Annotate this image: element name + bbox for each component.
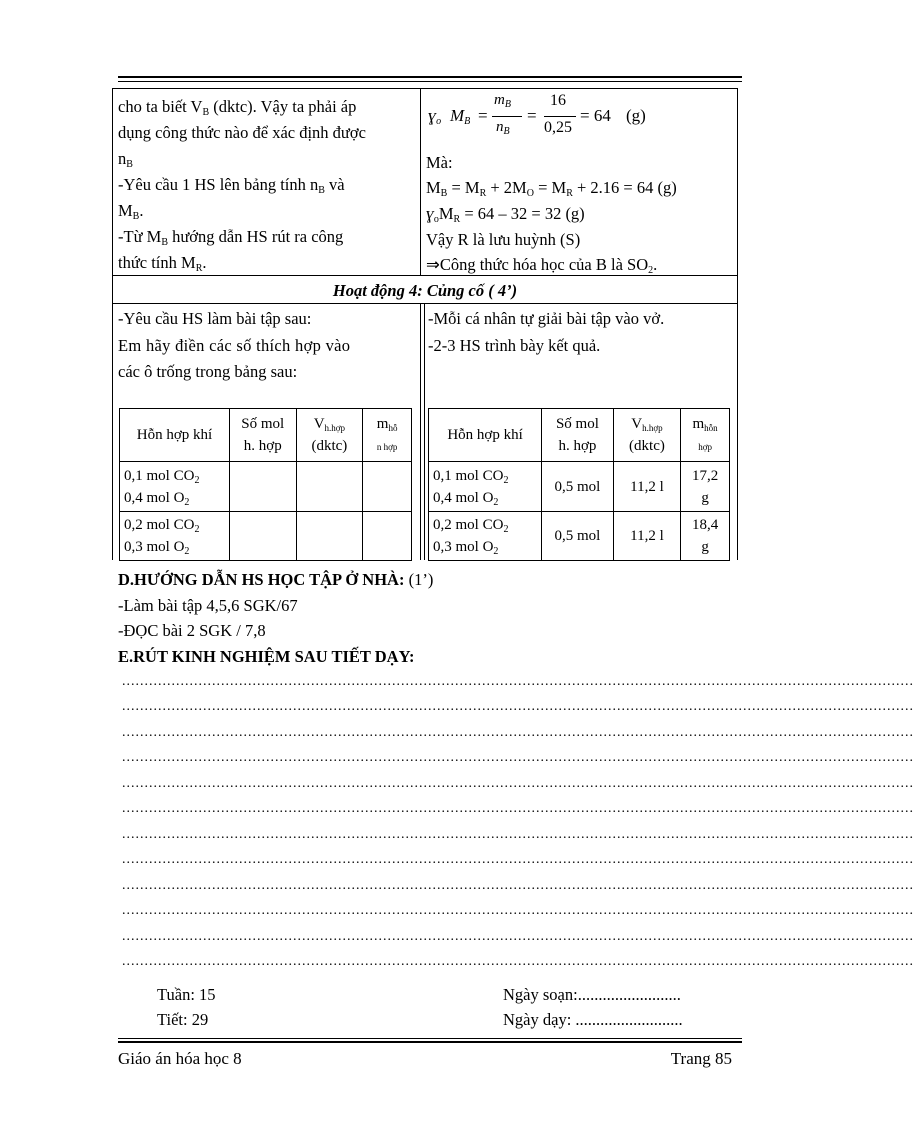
header-rule-thick — [118, 76, 742, 78]
col-header-mass: $m_{hỗn}$ hợp — [681, 409, 730, 462]
sectionD-title: D.HƯỚNG DẪN HS HỌC TẬP Ở NHÀ: (1’) — [118, 570, 434, 589]
footer-rule-thick — [118, 1041, 742, 1043]
table-left-border — [112, 88, 113, 560]
exercise-table-blank — [119, 408, 412, 561]
col-header-mixture: Hỗn hợp khí — [429, 409, 542, 462]
dotted-line[interactable]: ................................................................................................................................................................................ — [122, 929, 914, 944]
sectionD-item-1: -Làm bài tập 4,5,6 SGK/67 — [118, 596, 298, 615]
blank-cell[interactable] — [363, 462, 412, 512]
page-number: Trang 85 — [670, 1049, 732, 1068]
col-header-moles: Số mol h. hợp — [542, 409, 614, 462]
dotted-line[interactable]: ................................................................................................................................................................................ — [122, 674, 914, 689]
footer-rule-thin — [118, 1038, 742, 1039]
activity4-left-line-1: -Yêu cầu HS làm bài tập sau: — [118, 309, 312, 328]
dotted-line[interactable]: ................................................................................................................................................................................ — [122, 699, 914, 714]
blank-cell[interactable] — [230, 512, 297, 561]
cont-left-line-3: $n_B$ — [118, 149, 133, 170]
teaching-date: Ngày dạy: .......................... — [503, 1010, 683, 1029]
cont-right-line-5: ⇒Công thức hóa học của B là $SO_2$. — [426, 255, 658, 276]
col-header-volume: $V_{h.hợp}$ (dktc) — [296, 409, 363, 462]
table-row: 0,2 mol $CO_2$ 0,3 mol $O_2$ — [120, 512, 412, 561]
dotted-line[interactable]: ................................................................................................................................................................................ — [122, 750, 914, 765]
exercise-table-answers — [428, 408, 730, 561]
activity4-right-line-1: -Mỗi cá nhân tự giải bài tập vào vở. — [428, 309, 665, 328]
cont-right-line-2: $M_B = M_R + 2M_O = M_R + 2.16 = 64$ (g) — [426, 178, 677, 199]
activity4-right-line-2: -2-3 HS trình bày kết quả. — [428, 336, 601, 355]
activity4-title: Hoạt động 4: Củng cố ( 4’) — [332, 281, 518, 300]
activity4-left-line-3: các ô trống trong bảng sau: — [118, 362, 298, 381]
dotted-line[interactable]: ................................................................................................................................................................................ — [122, 878, 914, 893]
dotted-line[interactable]: ................................................................................................................................................................................ — [122, 776, 914, 791]
cont-left-line-2: dụng công thức nào để xác định được — [118, 123, 366, 142]
dotted-line[interactable]: ................................................................................................................................................................................ — [122, 725, 914, 740]
cont-left-line-1: cho ta biết $V_B$ (dktc). Vậy ta phải áp — [118, 97, 357, 118]
therefore-symbol: ɣ$_o$ — [428, 106, 442, 127]
header-rule-thin — [118, 81, 742, 82]
dotted-line[interactable]: ................................................................................................................................................................................ — [122, 954, 914, 969]
mass-formula: ɣ$_o$ $M_B$ = $m_B$ $n_B$ = 16 0,25 = 64 (g) — [428, 92, 646, 137]
implies-icon: ⇒ — [426, 255, 440, 274]
dotted-line[interactable]: ................................................................................................................................................................................ — [122, 827, 914, 842]
period-label: Tiết: 29 — [157, 1010, 209, 1029]
dotted-line[interactable]: ................................................................................................................................................................................ — [122, 852, 914, 867]
blank-cell[interactable] — [296, 512, 363, 561]
table-middle-divider-bottom-b — [424, 303, 425, 560]
dotted-line[interactable]: ................................................................................................................................................................................ — [122, 903, 914, 918]
footer-title: Giáo án hóa học 8 — [118, 1049, 242, 1068]
cont-left-line-4: -Yêu cầu 1 HS lên bảng tính $n_B$ và — [118, 175, 345, 196]
row-divider-2 — [112, 303, 738, 304]
table-middle-divider-bottom-a — [420, 303, 421, 560]
col-header-mixture: Hỗn hợp khí — [120, 409, 230, 462]
col-header-moles: Số mol h. hợp — [230, 409, 297, 462]
table-top-border — [112, 88, 738, 89]
preparation-date: Ngày soạn:......................... — [503, 985, 681, 1004]
blank-cell[interactable] — [296, 462, 363, 512]
blank-cell[interactable] — [363, 512, 412, 561]
blank-cell[interactable] — [230, 462, 297, 512]
sectionE-title: E.RÚT KINH NGHIỆM SAU TIẾT DẠY: — [118, 647, 415, 666]
dotted-line[interactable]: ................................................................................................................................................................................ — [122, 801, 914, 816]
cont-right-line-3: $ɣ_oM_R = 64 - 32 = 32$ (g) — [426, 204, 585, 225]
col-header-mass: $m_{hỗ}$ n hợp — [363, 409, 412, 462]
table-row: 0,1 mol $CO_2$ 0,4 mol $O_2$ 0,5 mol 11,2 l 17,2 g — [429, 462, 730, 512]
sectionD-item-2: -ĐỌC bài 2 SGK / 7,8 — [118, 621, 266, 640]
cont-left-line-7: thức tính $M_R$. — [118, 253, 207, 274]
table-right-border — [737, 88, 738, 560]
cont-left-line-6: -Từ $M_B$ hướng dẫn HS rút ra công — [118, 227, 344, 248]
col-header-volume: $V_{h.hợp}$ (dktc) — [613, 409, 680, 462]
table-row: 0,2 mol $CO_2$ 0,3 mol $O_2$ 0,5 mol 11,2 l 18,4 g — [429, 512, 730, 561]
week-label: Tuần: 15 — [157, 985, 216, 1004]
cont-right-ma: Mà: — [426, 153, 453, 172]
cont-right-line-4: Vậy R là lưu huỳnh (S) — [426, 230, 581, 249]
table-row: 0,1 mol $CO_2$ 0,4 mol $O_2$ — [120, 462, 412, 512]
table-middle-divider-top — [420, 88, 421, 275]
activity4-left-line-2: Em hãy điền các số thích hợp vào — [118, 336, 351, 355]
cont-left-line-5: $M_B$. — [118, 201, 144, 222]
